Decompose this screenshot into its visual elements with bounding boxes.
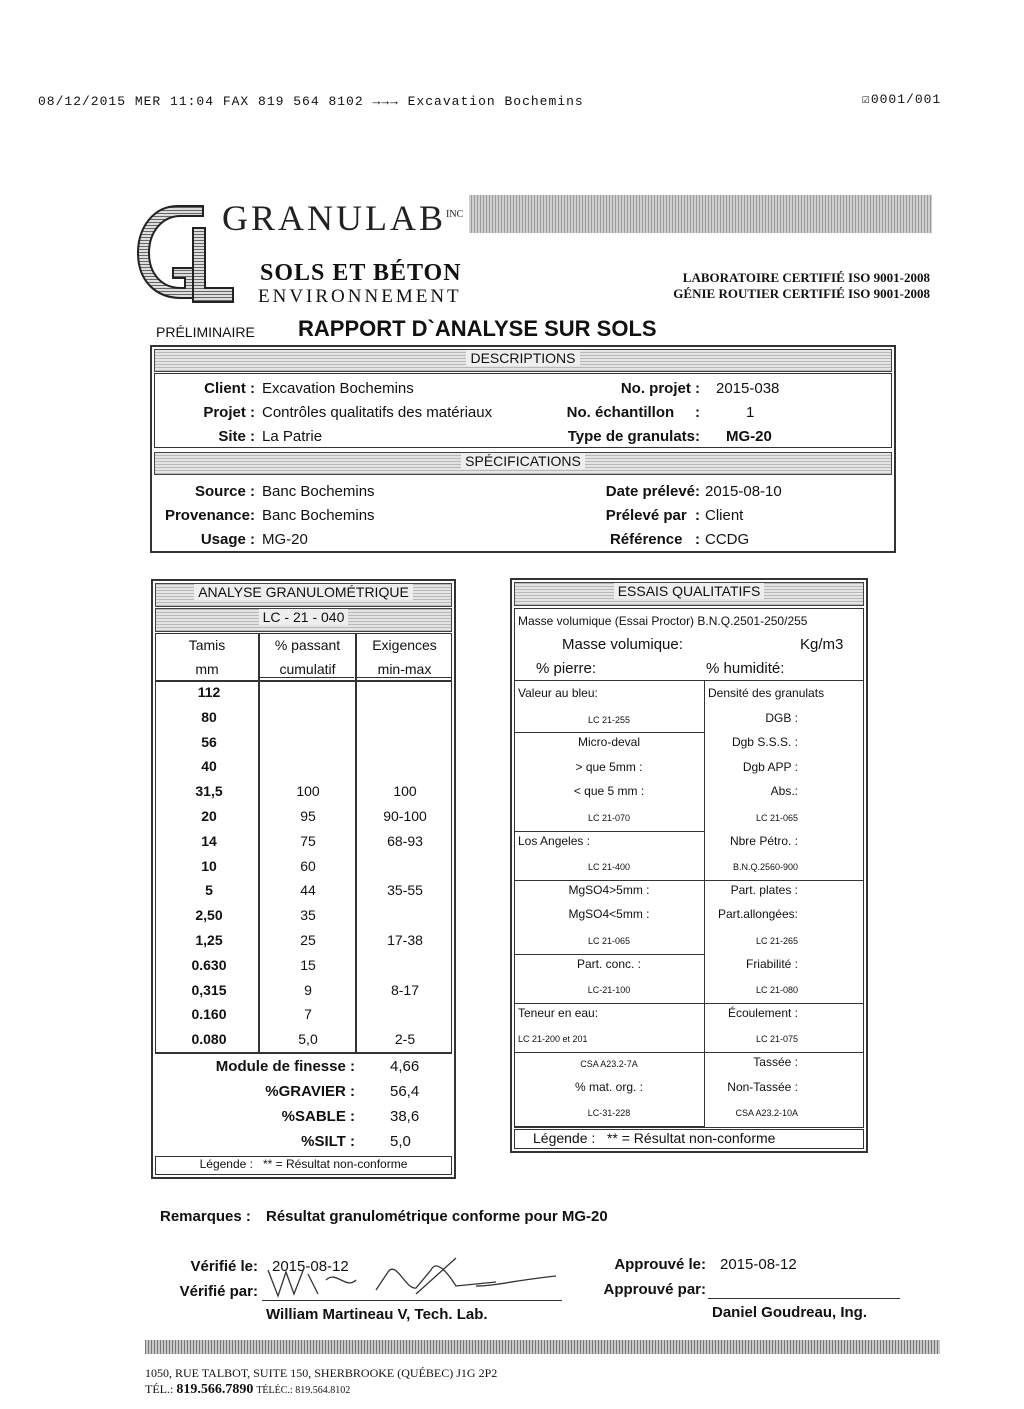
- essais-left-cell: LC 21-070: [587, 813, 631, 823]
- analyse-cell-tamis: 112: [197, 684, 221, 700]
- type-value: MG-20: [726, 428, 772, 445]
- essais-right-cell: B.N.Q.2560-900: [732, 862, 798, 873]
- essais-right-cell: DGB :: [765, 710, 798, 725]
- analyse-cell-tamis: 0.080: [191, 1031, 227, 1048]
- no-echantillon-value: 1: [746, 404, 755, 421]
- col-exigences-sub: min-max: [377, 661, 432, 677]
- analyse-cell-exig: 35-55: [387, 882, 423, 899]
- company-name: $GRANULAB^{INC}$: [222, 195, 469, 238]
- sable-value: 38,6: [390, 1108, 420, 1125]
- essais-right-cell: Part. plates :: [730, 882, 798, 897]
- usage-label: Usage :: [200, 531, 255, 548]
- verifie-le-value: 2015-08-12: [272, 1258, 349, 1275]
- essais-right-cell: LC 21-080: [755, 985, 798, 996]
- no-projet-label: No. projet :: [620, 380, 700, 397]
- analyse-cell-passant: 9: [304, 981, 312, 998]
- essais-right-cell: LC 21-065: [755, 813, 798, 823]
- essais-right-cell: Part.allongées:: [717, 907, 798, 922]
- analyse-cell-passant: 44: [300, 882, 316, 899]
- date-preleve-label: Date prélevé:: [605, 483, 700, 500]
- essais-left-cell: LC-21-100: [587, 985, 631, 996]
- col-exigences-header: Exigences: [372, 637, 437, 653]
- approuve-par-nom: Daniel Goudreau, Ing.: [712, 1304, 868, 1321]
- analyse-cell-tamis: 0.630: [191, 956, 227, 973]
- analyse-cell-tamis: 56: [201, 733, 217, 750]
- essais-left-cell: CSA A23.2-7A: [580, 1059, 638, 1069]
- analyse-cell-tamis: 31,5: [195, 783, 223, 800]
- essais-left-cell: % mat. org. :: [574, 1079, 644, 1094]
- essais-right-cell: Abs.:: [770, 784, 798, 799]
- masse-volumique-label: Masse volumique:: [562, 636, 683, 653]
- usage-value: MG-20: [262, 531, 308, 548]
- verifie-par-label: Vérifié par:: [179, 1283, 258, 1300]
- provenance-value: Banc Bochemins: [262, 507, 375, 524]
- essais-right-cell: Tassée :: [753, 1055, 798, 1069]
- essais-left-cell: Valeur au bleu:: [518, 686, 598, 700]
- silt-label: %SILT :: [301, 1133, 355, 1150]
- analyse-cell-passant: 100: [296, 783, 320, 800]
- analyse-cell-passant: 15: [300, 956, 316, 973]
- client-label: Client :: [204, 380, 255, 397]
- analyse-cell-tamis: 0,315: [191, 981, 227, 998]
- client-value: Excavation Bochemins: [262, 380, 414, 397]
- analyse-cell-tamis: 5: [205, 882, 213, 899]
- essais-left-cell: LC 21-400: [587, 862, 631, 873]
- analyse-method: LC - 21 - 040: [155, 608, 452, 632]
- gravier-value: 56,4: [390, 1083, 420, 1100]
- essais-right-cell: LC 21-265: [755, 936, 798, 946]
- masse-volumique-unit: Kg/m3: [800, 636, 844, 653]
- essais-right-cell: Écoulement :: [727, 1005, 798, 1020]
- provenance-label: Provenance:: [164, 507, 255, 524]
- essais-left-cell: LC-31-228: [587, 1108, 631, 1119]
- analyse-cell-passant: 60: [300, 857, 316, 874]
- approuve-par-label: Approuvé par:: [603, 1281, 706, 1298]
- analyse-legend: Légende : ** = Résultat non-conforme: [155, 1156, 452, 1175]
- signature-image: [256, 1250, 576, 1302]
- essais-left-cell: LC 21-200 et 201: [518, 1034, 588, 1045]
- analyse-cell-tamis: 40: [201, 758, 217, 775]
- essais-left-cell: LC 21-255: [587, 714, 631, 725]
- analyse-cell-tamis: 80: [201, 708, 217, 725]
- source-label: Source :: [194, 483, 255, 500]
- analyse-cell-passant: 7: [304, 1006, 312, 1023]
- analyse-cell-exig: 8-17: [390, 981, 420, 998]
- analyse-cell-passant: 75: [300, 832, 316, 849]
- essais-legend: Légende : ** = Résultat non-conforme: [514, 1129, 864, 1149]
- essais-left-cell: > que 5mm :: [575, 759, 643, 774]
- analyse-cell-passant: 95: [300, 808, 316, 824]
- report-title: RAPPORT D`ANALYSE SUR SOLS: [298, 316, 657, 341]
- certification-2: GÉNIE ROUTIER CERTIFIÉ ISO 9001-2008: [673, 286, 930, 301]
- essais-right-cell: Nbre Pétro. :: [729, 833, 798, 848]
- analyse-cell-exig: 68-93: [387, 832, 423, 849]
- col-passant-header: % passant: [274, 637, 341, 653]
- essais-left-cell: Teneur en eau:: [518, 1005, 599, 1020]
- essais-left-cell: Micro-deval: [577, 735, 640, 750]
- col-tamis-header: Tamis: [188, 637, 226, 653]
- humidite-label: % humidité:: [706, 660, 785, 677]
- descriptions-header: DESCRIPTIONS: [154, 349, 892, 372]
- date-preleve-value: 2015-08-10: [705, 483, 782, 500]
- footer-bar: [145, 1340, 940, 1354]
- fax-header: 08/12/2015 MER 11:04 FAX 819 564 8102 →→→ Excavation Bochemins: [38, 94, 584, 109]
- essais-right-cell: CSA A23.2-10A: [735, 1108, 798, 1119]
- analyse-cell-tamis: 0.160: [191, 1006, 227, 1023]
- essais-left-cell: Part. conc. :: [576, 956, 642, 971]
- reference-label: Référence :: [609, 531, 700, 548]
- verifie-par-nom: William Martineau V, Tech. Lab.: [266, 1306, 488, 1323]
- module-label: Module de finesse :: [215, 1058, 355, 1075]
- verifie-le-label: Vérifié le:: [190, 1258, 258, 1275]
- col-passant-sub: cumulatif: [279, 661, 336, 677]
- analyse-cell-exig: 2-5: [394, 1031, 416, 1048]
- analyse-cell-exig: 100: [393, 783, 417, 800]
- approuve-le-value: 2015-08-12: [720, 1256, 797, 1273]
- certification-1: LABORATOIRE CERTIFIÉ ISO 9001-2008: [682, 270, 930, 285]
- company-line2: ENVIRONNEMENT: [258, 286, 462, 307]
- sable-label: %SABLE :: [281, 1108, 355, 1125]
- analyse-cell-exig: 90-100: [383, 808, 427, 824]
- company-line1: SOLS ET BÉTON: [260, 260, 462, 286]
- site-label: Site :: [218, 428, 255, 445]
- essais-right-cell: Dgb S.S.S. :: [731, 735, 798, 750]
- remarques-text: Résultat granulométrique conforme pour MG-20: [266, 1208, 608, 1225]
- essais-left-cell: LC 21-065: [587, 936, 631, 946]
- reference-value: CCDG: [705, 531, 750, 548]
- essais-right-cell: Dgb APP :: [742, 759, 798, 774]
- module-value: 4,66: [390, 1058, 420, 1075]
- footer-phone: TÉL.: 819.566.7890 TÉLÉC.: 819.564.8102: [145, 1382, 351, 1397]
- analyse-cell-passant: 25: [300, 932, 316, 948]
- approuve-le-label: Approuvé le:: [614, 1256, 706, 1273]
- gravier-label: %GRAVIER :: [265, 1083, 355, 1100]
- essais-right-cell: Densité des granulats: [708, 686, 825, 700]
- analyse-header: ANALYSE GRANULOMÉTRIQUE: [155, 583, 452, 607]
- preleve-par-value: Client: [705, 507, 744, 524]
- essais-right-cell: LC 21-075: [755, 1034, 798, 1045]
- pierre-label: % pierre:: [536, 660, 597, 677]
- source-value: Banc Bochemins: [262, 483, 375, 500]
- analyse-cell-tamis: 10: [201, 857, 217, 874]
- site-value: La Patrie: [262, 428, 323, 445]
- remarques-label: Remarques :: [160, 1208, 251, 1225]
- no-echantillon-label: No. échantillon :: [566, 404, 700, 421]
- essais-left-cell: Los Angeles :: [518, 833, 591, 848]
- footer-address: 1050, RUE TALBOT, SUITE 150, SHERBROOKE (QUÉBEC) J1G 2P2: [145, 1366, 498, 1380]
- analyse-cell-passant: 5,0: [298, 1031, 318, 1048]
- silt-value: 5,0: [390, 1133, 411, 1150]
- analyse-cell-passant: 35: [300, 907, 316, 924]
- essais-left-cell: < que 5 mm :: [573, 784, 645, 799]
- analyse-cell-tamis: 14: [201, 832, 217, 849]
- preleve-par-label: Prélevé par :: [605, 507, 700, 524]
- analyse-cell-tamis: 1,25: [195, 932, 223, 948]
- projet-value: Contrôles qualitatifs des matériaux: [262, 404, 493, 421]
- essais-left-cell: MgSO4<5mm :: [568, 907, 650, 922]
- essais-right-cell: Non-Tassée :: [727, 1079, 798, 1094]
- masse-volumique-line: Masse volumique (Essai Proctor) B.N.Q.2501-250/255: [518, 614, 808, 628]
- no-projet-value: 2015-038: [716, 380, 780, 397]
- essais-right-cell: Friabilité :: [745, 956, 798, 971]
- report-status: PRÉLIMINAIRE: [156, 324, 255, 340]
- specifications-header: SPÉCIFICATIONS: [154, 452, 892, 475]
- essais-header: ESSAIS QUALITATIFS: [514, 582, 864, 606]
- analyse-cell-exig: 17-38: [387, 932, 423, 948]
- analyse-cell-tamis: 2,50: [195, 907, 223, 924]
- fax-page-number: ☑0001/001: [862, 92, 942, 107]
- analyse-cell-tamis: 20: [201, 808, 217, 824]
- essais-left-cell: MgSO4>5mm :: [568, 882, 650, 897]
- projet-label: Projet :: [203, 404, 255, 421]
- company-suffix: INC: [446, 209, 464, 220]
- type-label: Type de granulats:: [567, 428, 700, 445]
- col-tamis-unit: mm: [195, 661, 219, 677]
